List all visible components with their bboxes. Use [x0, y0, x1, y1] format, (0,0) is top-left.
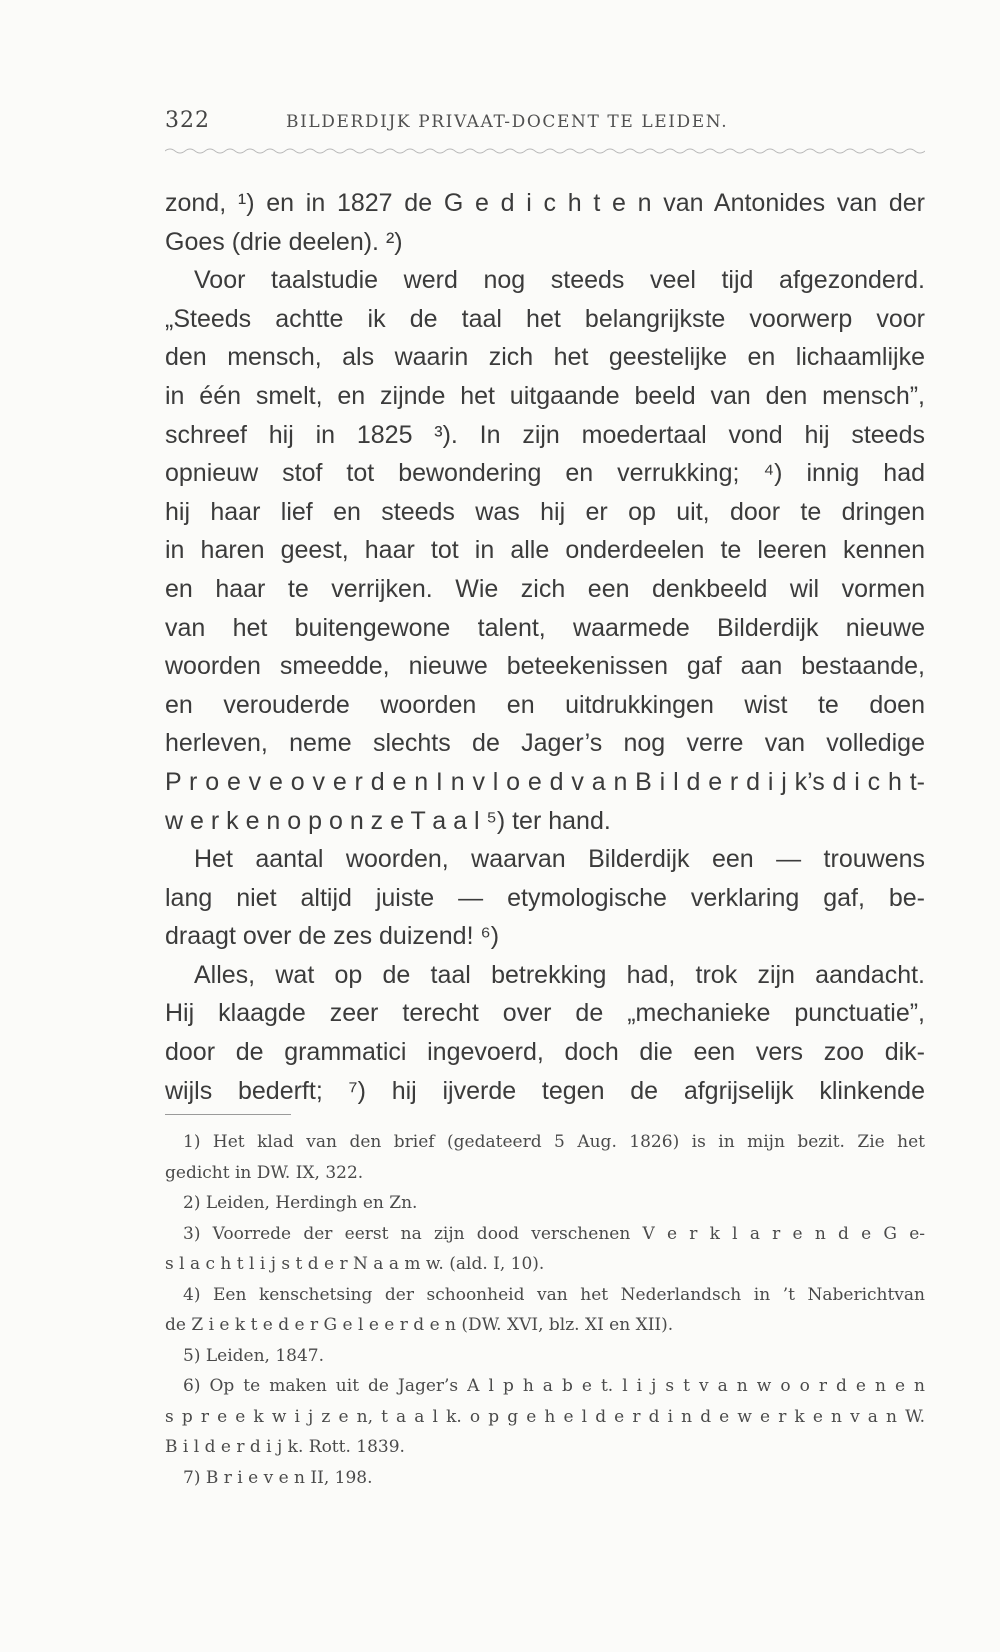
body-line: opnieuw stof tot bewondering en verrukking; ⁴) innig had	[165, 459, 925, 488]
page-number: 322	[165, 108, 210, 133]
footnote-line: 5) Leiden, 1847.	[183, 1345, 325, 1366]
body-line: en haar te verrijken. Wie zich een denkbeeld wil vormen	[165, 574, 925, 603]
body-text	[165, 184, 925, 1110]
footnote-line: 7) B r i e v e n II, 198.	[183, 1467, 373, 1488]
footnote-line: 1) Het klad van den brief (gedateerd 5 Aug. 1826) is in mijn bezit. Zie het	[183, 1132, 925, 1152]
footnote-line: gedicht in DW. IX, 322.	[165, 1162, 364, 1183]
footnote-line: 2) Leiden, Herdingh en Zn.	[183, 1193, 418, 1213]
body-line: in één smelt, en zijnde het uitgaande beeld van den mensch”,	[165, 381, 925, 410]
body-line: woorden smeedde, nieuwe beteekenissen gaf aan bestaande,	[165, 652, 925, 681]
body-line: den mensch, als waarin zich het geestelijke en lichaamlijke	[165, 343, 925, 372]
body-line: wijls bederft; ⁷) hij ijverde tegen de afgrijselijk klinkende	[165, 1076, 925, 1105]
body-line: Alles, wat op de taal betrekking had, trok zijn aandacht.	[194, 960, 925, 989]
body-line: hij haar lief en steeds was hij er op uit, door te dringen	[165, 497, 925, 526]
body-line: lang niet altijd juiste — etymologische verklaring gaf, be-	[165, 883, 925, 912]
body-line: in haren geest, haar tot in alle onderdeelen te leeren kennen	[165, 536, 925, 565]
body-line: P r o e v e o v e r d e n I n v l o e d v a n B i l d e r d i j k’s d i c h t-	[165, 767, 925, 796]
body-line: van het buitengewone talent, waarmede Bilderdijk nieuwe	[165, 613, 925, 642]
body-line: Hij klaagde zeer terecht over de „mechanieke punctuatie”,	[165, 999, 925, 1028]
footnote-line: s l a c h t l i j s t d e r N a a m w. (ald. I, 10).	[165, 1254, 545, 1274]
body-line: Voor taalstudie werd nog steeds veel tijd afgezonderd.	[194, 266, 925, 295]
footnote-line: 3) Voorrede der eerst na zijn dood verschenen V e r k l a r e n d e G e-	[183, 1223, 925, 1244]
page-header	[165, 102, 925, 142]
footnote-line: 6) Op te maken uit de Jager’s A l p h a b e t. l i j s t v a n w o o r d e n e n	[183, 1376, 925, 1396]
footnote-line: 4) Een kenschetsing der schoonheid van het Nederlandsch in ’t Naberichtvan	[183, 1284, 925, 1305]
body-line: draagt over de zes duizend! ⁶)	[165, 922, 500, 951]
body-line: zond, ¹) en in 1827 de G e d i c h t e n van Antonides van der	[165, 189, 925, 217]
body-line: schreef hij in 1825 ³). In zijn moedertaal vond hij steeds	[165, 420, 925, 449]
body-line: Het aantal woorden, waarvan Bilderdijk een — trouwens	[194, 845, 925, 874]
body-line: door de grammatici ingevoerd, doch die een vers zoo dik-	[165, 1038, 925, 1067]
body-line: „Steeds achtte ik de taal het belangrijkste voorwerp voor	[165, 304, 925, 333]
body-line: en verouderde woorden en uitdrukkingen wist te doen	[165, 690, 925, 719]
footnote-line: de Z i e k t e d e r G e l e e r d e n (DW. XVI, blz. XI en XII).	[165, 1315, 674, 1335]
body-line: herleven, neme slechts de Jager’s nog verre van volledige	[165, 729, 925, 758]
body-line: w e r k e n o p o n z e T a a l ⁵) ter hand.	[165, 806, 611, 835]
running-head: BILDERDIJK PRIVAAT-DOCENT TE LEIDEN.	[286, 112, 729, 132]
footnote-line: s p r e e k w i j z e n, t a a l k. o p g e h e l d e r d i n d e w e r k e n v a n W.	[165, 1406, 925, 1427]
body-line: Goes (drie deelen). ²)	[165, 227, 403, 256]
wavy-header-rule	[165, 145, 925, 157]
footnote-rule	[165, 1114, 291, 1115]
footnotes	[165, 1127, 925, 1493]
footnote-line: B i l d e r d i j k. Rott. 1839.	[165, 1437, 405, 1457]
